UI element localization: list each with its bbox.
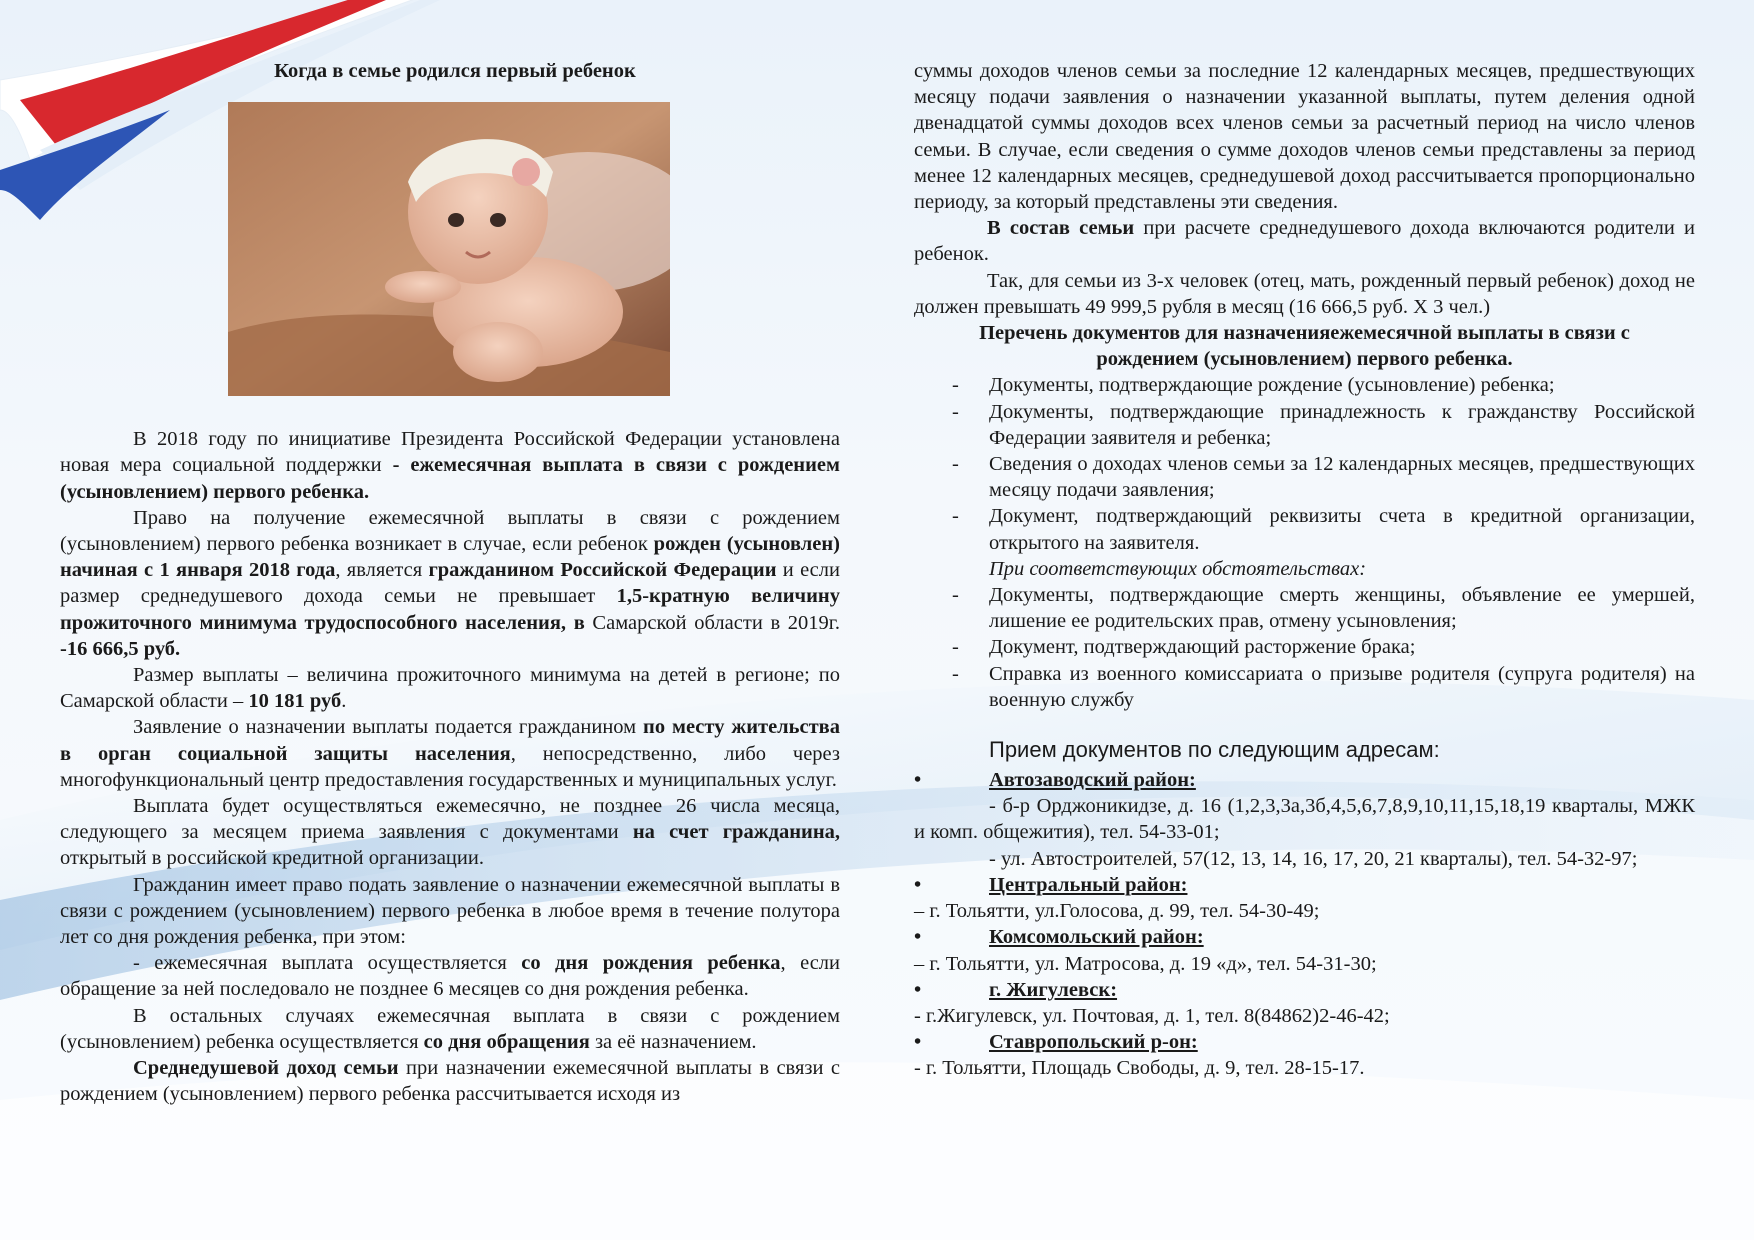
address-avtozavodsky-1: - б-р Орджоникидзе, д. 16 (1,2,3,3а,3б,4,5,6,7,8,9,10,11,15,18,19 кварталы, МЖК и комп. общежития), тел. 54-33-01;: [914, 795, 1695, 844]
address-stavropolsky: - г. Тольятти, Площадь Свободы, д. 9, тел. 28-15-17.: [914, 1057, 1365, 1080]
district-zhigulevsk: • г. Жигулевск:: [914, 977, 1695, 1003]
address-central: – г. Тольятти, ул.Голосова, д. 99, тел. 54-30-49;: [914, 900, 1320, 923]
list-item: - Документы, подтверждающие смерть женщины, объявление ее умершей, лишение ее родительских прав, отмену усыновления;: [914, 582, 1695, 634]
extra-documents-list: [914, 582, 1695, 713]
list-item: - Документы, подтверждающие принадлежность к гражданству Российской Федерации заявителя и ребенка;: [914, 399, 1695, 451]
intro-paragraph: В 2018 году по инициативе Президента Российской Федерации установлена новая мера социальной поддержки - ежемесячная выплата в связи с рождением (усыновлением) первого ребенка.: [60, 428, 840, 503]
payment-amount-paragraph: Размер выплаты – величина прожиточного минимума на детей в регионе; по Самарской области – 10 181 руб.: [60, 664, 840, 713]
district-stavropolsky: • Ставропольский р-он:: [914, 1029, 1695, 1055]
payment-schedule-paragraph: Выплата будет осуществляться ежемесячно, не позднее 26 числа месяца, следующего за месяцем приема заявления с документами на счет гражданина, открытый в российской кредитной организации.: [60, 795, 841, 870]
list-item: - Документ, подтверждающий реквизиты счета в кредитной организации, открытого на заявителя.: [914, 503, 1695, 555]
circumstances-note: При соответствующих обстоятельствах:: [989, 557, 1367, 580]
address-zhigulevsk: - г.Жигулевск, ул. Почтовая, д. 1, тел. 8(84862)2-46-42;: [914, 1004, 1390, 1027]
baby-photo: [228, 102, 670, 396]
average-income-paragraph: Среднедушевой доход семьи при назначении ежемесячной выплаты в связи с рождением (усыновлением) первого ребенка рассчитывается исходя из: [60, 1057, 840, 1106]
other-cases-paragraph: В остальных случаях ежемесячная выплата в связи с рождением (усыновлением) ребенка осуществляется со дня обращения за её назначением.: [60, 1004, 840, 1053]
documents-title-line-1: Перечень документов для назначенияежемесячной выплаты в связи с: [979, 322, 1630, 345]
application-period-paragraph: Гражданин имеет право подать заявление о назначении ежемесячной выплаты в связи с рождением (усыновлением) первого ребенка в любое время в течение полутора лет со дня рождения ребенка, при этом:: [60, 873, 840, 949]
list-item: - Сведения о доходах членов семьи за 12 календарных месяцев, предшествующих месяцу подачи заявления;: [914, 451, 1695, 503]
example-paragraph: Так, для семьи из 3-х человек (отец, мать, рожденный первый ребенок) доход не должен превышать 49 999,5 рубля в месяц (16 666,5 руб. Х 3 чел.): [914, 269, 1695, 318]
list-item: - Документы, подтверждающие рождение (усыновление) ребенка;: [914, 372, 1695, 398]
addresses-heading: Прием документов по следующим адресам:: [989, 737, 1440, 763]
documents-title-line-2: рождением (усыновлением) первого ребенка.: [1096, 348, 1513, 371]
right-column: [914, 58, 1695, 1082]
list-item: - Документ, подтверждающий расторжение брака;: [914, 634, 1695, 660]
list-item: - Справка из военного комиссариата о призыве родителя (супруга родителя) на военную службу: [914, 661, 1695, 713]
page-title: Когда в семье родился первый ребенок: [274, 60, 636, 82]
income-calculation-paragraph: суммы доходов членов семьи за последние 12 календарных месяцев, предшествующих месяцу подачи заявления о назначении указанной выплаты, путем деления одной двенадцатой суммы доходов всех членов семьи за расчетный период на число членов семьи. В случае, если сведения о сумме доходов членов семьи представлены за период менее 12 календарных месяцев, среднедушевой доход рассчитывается пропорционально периоду, за который представлены эти сведения.: [914, 60, 1695, 214]
eligibility-paragraph: Право на получение ежемесячной выплаты в связи с рождением (усыновлением) первого ребенка возникает в случае, если ребенок рожден (усыновлен) начиная с 1 января 2018 года, является гражданином Российской Федерации и если размер среднедушевого дохода семьи не превышает 1,5-кратную величину прожиточного минимума трудоспособного населения, в Самарской области в 2019г. -16 666,5 руб.: [60, 506, 840, 660]
district-central: • Центральный район:: [914, 872, 1695, 898]
district-avtozavodsky: • Автозаводский район:: [914, 767, 1695, 793]
documents-list: [914, 372, 1695, 555]
family-composition-paragraph: В состав семьи при расчете среднедушевого дохода включаются родители и ребенок.: [914, 217, 1695, 266]
payment-start-paragraph: - ежемесячная выплата осуществляется со дня рождения ребенка, если обращение за ней последовало не позднее 6 месяцев со дня рождения ребенка.: [60, 952, 840, 1001]
application-paragraph: Заявление о назначении выплаты подается гражданином по месту жительства в орган социальной защиты населения, непосредственно, либо через многофункциональный центр предоставления государственных и муниципальных услуг.: [60, 716, 840, 791]
address-komsomolsky: – г. Тольятти, ул. Матросова, д. 19 «д», тел. 54-31-30;: [914, 952, 1377, 975]
district-komsomolsky: • Комсомольский район:: [914, 924, 1695, 950]
address-avtozavodsky-2: - ул. Автостроителей, 57(12, 13, 14, 16, 17, 20, 21 кварталы), тел. 54-32-97;: [989, 847, 1638, 870]
left-column: [60, 58, 840, 1107]
